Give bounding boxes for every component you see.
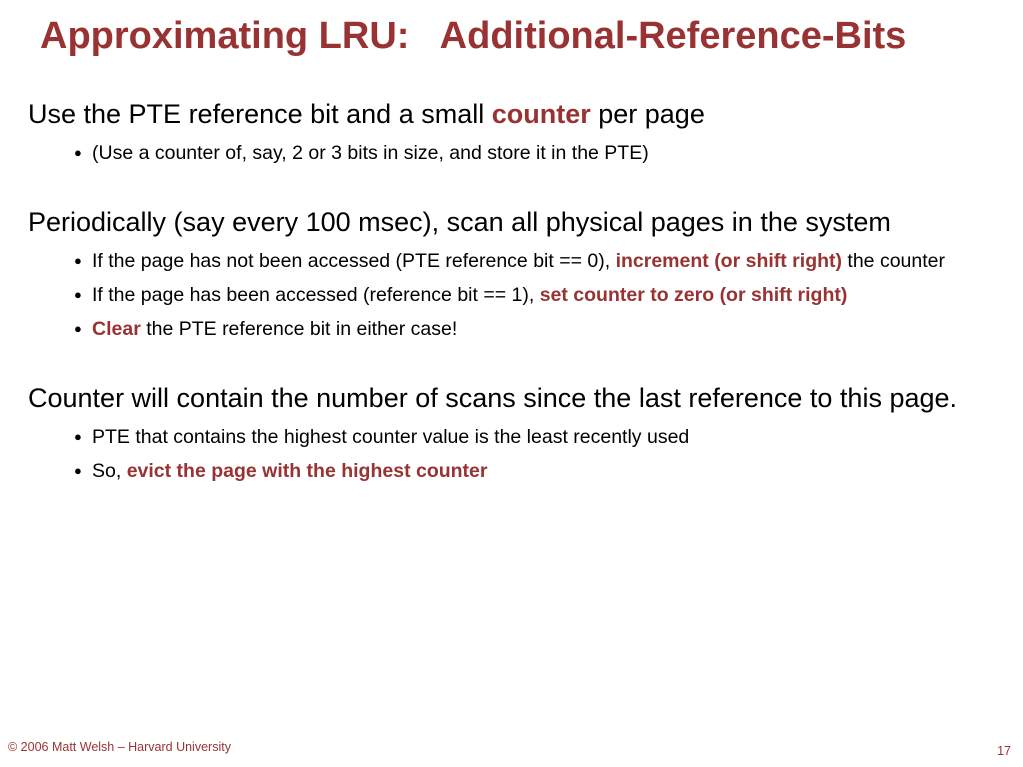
text-run: If the page has not been accessed (PTE reference bit == 0), xyxy=(92,250,616,272)
text-run: If the page has been accessed (reference bit == 1), xyxy=(92,284,540,306)
highlight-text: increment (or shift right) xyxy=(615,250,842,272)
page-number: 17 xyxy=(997,744,1011,758)
bullet-dot-icon: ● xyxy=(74,145,82,160)
text-run: the counter xyxy=(842,250,945,272)
sub-bullet xyxy=(28,458,1008,484)
sub-bullet xyxy=(28,282,1008,308)
text-run: per page xyxy=(590,99,705,129)
text-run: the PTE reference bit in either case! xyxy=(140,318,458,340)
text-run: So, xyxy=(92,460,127,482)
copyright-footer: © 2006 Matt Welsh – Harvard University xyxy=(8,740,231,754)
highlight-text: evict the page with the highest counter xyxy=(126,460,488,482)
bullet-point-2 xyxy=(28,204,1008,342)
bullet-dot-icon: ● xyxy=(74,463,82,478)
bullet-point-1 xyxy=(28,96,1008,166)
bullet-point-3 xyxy=(28,380,1008,484)
bullet-text: Periodically (say every 100 msec), scan all physical pages in the system xyxy=(28,207,891,237)
highlight-text: set counter to zero (or shift right) xyxy=(539,284,848,306)
bullet-dot-icon: ● xyxy=(74,287,82,302)
bullet-dot-icon: ● xyxy=(74,321,82,336)
bullet-dot-icon: ● xyxy=(74,253,82,268)
bullet-text xyxy=(28,96,1008,132)
bullet-dot-icon: ● xyxy=(74,429,82,444)
bullet-text: Counter will contain the number of scans since the last reference to this page. xyxy=(28,383,958,413)
sub-bullet xyxy=(28,424,1008,450)
sub-bullet xyxy=(28,248,1008,274)
sub-bullet xyxy=(28,316,1008,342)
text-run: Use the PTE reference bit and a small xyxy=(28,99,492,129)
slide-title: Approximating LRU: Additional-Reference-Bits xyxy=(40,15,907,57)
slide-body xyxy=(28,96,1008,510)
highlight-text: counter xyxy=(491,99,591,129)
sub-bullet xyxy=(28,140,1008,166)
sub-bullet-text: PTE that contains the highest counter value is the least recently used xyxy=(92,426,690,448)
highlight-text: Clear xyxy=(92,318,141,340)
sub-bullet-text: (Use a counter of, say, 2 or 3 bits in size, and store it in the PTE) xyxy=(92,142,649,164)
